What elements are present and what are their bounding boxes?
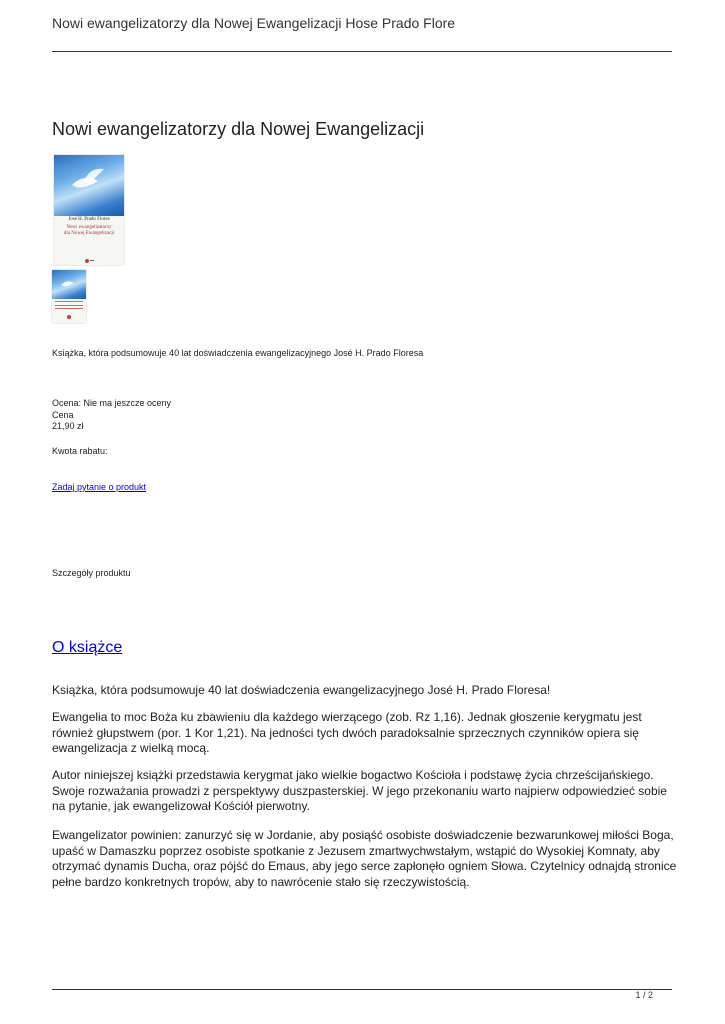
price-label: Cena (52, 410, 74, 420)
about-book-heading[interactable]: O książce (52, 639, 123, 656)
product-rating (52, 397, 171, 421)
cover-title-line2: dla Nowej Ewangelizacji (63, 231, 115, 236)
cover-line (55, 301, 82, 302)
footer-divider (52, 989, 672, 990)
discount-label: Kwota rabatu: (52, 446, 108, 456)
publisher-logo-icon (67, 315, 71, 319)
cover-line (55, 305, 82, 306)
product-details-label: Szczegóły produktu (52, 568, 131, 578)
header-divider (52, 51, 672, 52)
cover-author: José H. Prado Flores (68, 217, 110, 222)
cover-title-line1: Nowi ewangelizatorzy (66, 225, 112, 230)
cover-line (55, 308, 82, 309)
book-cover-thumbnail[interactable] (52, 270, 86, 323)
product-short-description: Książka, która podsumowuje 40 lat doświadczenia ewangelizacyjnego José H. Prado Floresa (52, 348, 424, 358)
book-cover-image[interactable] (54, 155, 124, 265)
cover-title (54, 225, 124, 237)
description-paragraph: Ewangelizator powinien: zanurzyć się w Jordanie, aby posiąść osobiste doświadczenie bezwarunkowej miłości Boga, upaść w Damaszku poprzez osobiste spotkanie z Jezusem zmartwychwstałym, wstąpić do Wysokiej Komnaty, aby otrzymać dynamis Ducha, oraz pójść do Emaus, aby jego serce zapłonęło ogniem Słowa. Czytelnicy odnajdą stronice pełne bardzo konkretnych tropów, aby to nawrócenie stało się rzeczywistością. (52, 828, 677, 889)
description-paragraph: Książka, która podsumowuje 40 lat doświadczenia ewangelizacyjnego José H. Prado Floresa! (52, 683, 551, 697)
dove-icon (52, 270, 86, 300)
rating-text: Ocena: Nie ma jeszcze oceny (52, 398, 172, 408)
description-paragraph: Ewangelia to moc Boża ku zbawieniu dla każdego wierzącego (zob. Rz 1,16). Jednak głoszenie kerygmatu jest również głupstwem (por. 1 Kor 1,21). Na jedności tych dwóch paradoksalnie sprzecznych czynników opiera się ewangelizacja z wielką mocą. (52, 710, 642, 755)
publisher-logo-icon (84, 251, 94, 257)
running-header: Nowi ewangelizatorzy dla Nowej Ewangelizacji Hose Prado Flore (52, 15, 456, 31)
description-paragraph: Autor niniejszej książki przedstawia kerygmat jako wielkie bogactwo Kościoła i podstawę życia chrześcijańskiego. Swoje rozważania prowadzi z perspektywy duszpasterskiej. W jego przekonaniu warto najpierw odpowiedzieć sobie na pytanie, jak ewangelizował Kościół pierwotny. (52, 768, 667, 813)
ask-question-link[interactable]: Zadaj pytanie o produkt (52, 482, 147, 492)
page-title: Nowi ewangelizatorzy dla Nowej Ewangelizacji (52, 119, 425, 139)
price-value: 21,90 zł (52, 421, 84, 431)
page-number: 1 / 2 (635, 990, 653, 1000)
dove-icon (54, 155, 124, 215)
